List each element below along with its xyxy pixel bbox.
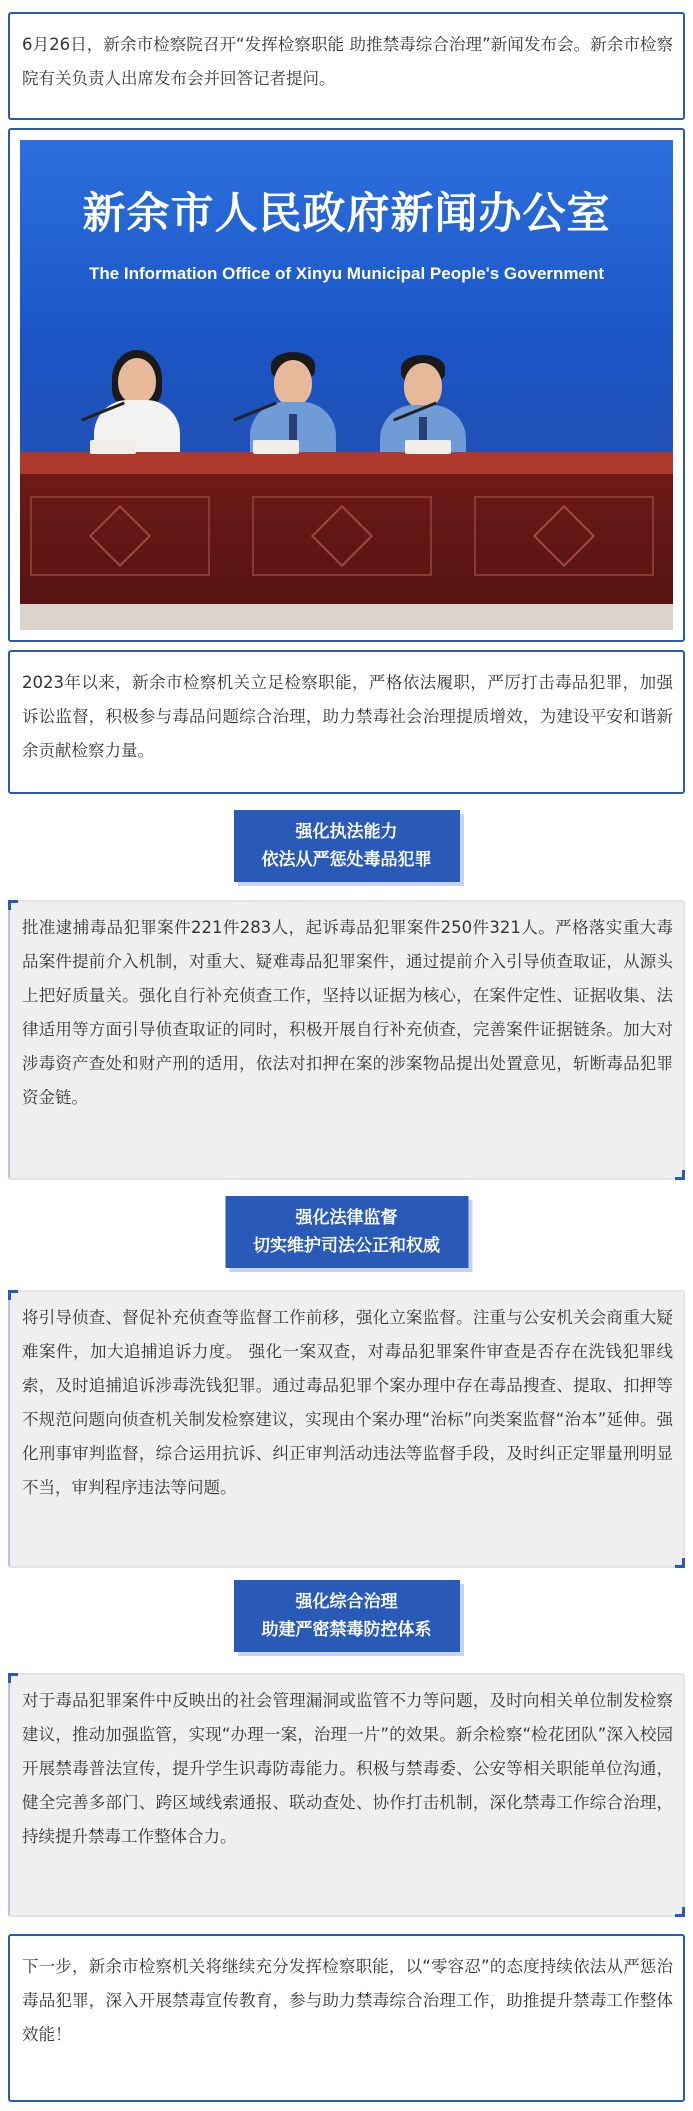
section-title-line2: 依法从严惩处毒品犯罪 (261, 850, 432, 870)
table-front (20, 474, 673, 604)
floor (20, 604, 673, 630)
press-conference-photo-frame (8, 128, 685, 642)
closing-text: 下一步，新余市检察机关将继续充分发挥检察职能，以“零容忍”的态度持续依法从严惩治毒品犯罪，深入开展禁毒宣传教育，参与助力禁毒综合治理工作，助推提升禁毒工作整体效能！ (22, 1957, 673, 2044)
backdrop-chinese-title: 新余市人民政府新闻办公室 (82, 189, 611, 239)
section-body-text: 批准逮捕毒品犯罪案件221件283人，起诉毒品犯罪案件250件321人。严格落实重大毒品案件提前介入机制，对重大、疑难毒品犯罪案件，通过提前介入引导侦查取证，从源头上把好质量关。强化自行补充侦查工作，坚持以证据为核心，在案件定性、证据收集、法律适用等方面引导侦查取证的同时，积极开展自行补充侦查，完善案件证据链条。加大对涉毒资产查处和财产刑的适用，依法对扣押在案的涉案物品提出处置意见，斩断毒品犯罪资金链。 (22, 918, 673, 1107)
nameplate (90, 440, 136, 454)
section-title-line1: 强化执法能力 (295, 822, 398, 842)
press-conference-photo (20, 140, 673, 630)
section-title-1 (234, 810, 460, 882)
section-body-box-3 (8, 1673, 685, 1917)
section-body-box-2 (8, 1290, 685, 1568)
section-title-line2: 切实维护司法公正和权威 (253, 1236, 440, 1256)
section-title-2 (225, 1196, 468, 1268)
summary-text: 2023年以来，新余市检察机关立足检察职能，严格依法履职，严厉打击毒品犯罪，加强诉讼监督，积极参与毒品问题综合治理，助力禁毒社会治理提质增效，为建设平安和谐新余贡献检察力量。 (22, 673, 673, 760)
backdrop-english-title: The Information Office of Xinyu Municipal People's Government (88, 264, 605, 283)
intro-box (8, 12, 685, 120)
section-body-text: 将引导侦查、督促补充侦查等监督工作前移，强化立案监督。注重与公安机关会商重大疑难案件，加大追捕追诉力度。 强化一案双查，对毒品犯罪案件审查是否存在洗钱犯罪线索，及时追捕追诉涉毒洗钱犯罪。通过毒品犯罪个案办理中存在毒品搜查、提取、扣押等不规范问题向侦查机关制发检察建议，实现由个案办理“治标”向类案监督“治本”延伸。强化刑事审判监督，综合运用抗诉、纠正审判活动违法等监督手段，及时纠正定罪量刑明显不当，审判程序违法等问题。 (22, 1308, 673, 1497)
section-title-line2: 助建严密禁毒防控体系 (261, 1620, 432, 1640)
closing-box (8, 1934, 685, 2102)
section-body-box-1 (8, 900, 685, 1180)
nameplate (405, 440, 451, 454)
summary-box (8, 650, 685, 794)
intro-text: 6月26日，新余市检察院召开“发挥检察职能 助推禁毒综合治理”新闻发布会。新余市检察院有关负责人出席发布会并回答记者提问。 (22, 35, 673, 88)
table-top (20, 452, 673, 474)
nameplate (253, 440, 299, 454)
section-title-line1: 强化综合治理 (295, 1592, 398, 1612)
section-body-text: 对于毒品犯罪案件中反映出的社会管理漏洞或监管不力等问题，及时向相关单位制发检察建议，推动加强监管，实现“办理一案，治理一片”的效果。新余检察“检花团队”深入校园开展禁毒普法宣传，提升学生识毒防毒能力。积极与禁毒委、公安等相关职能单位沟通，健全完善多部门、跨区域线索通报、联动查处、协作打击机制，深化禁毒工作综合治理，持续提升禁毒工作整体合力。 (22, 1691, 673, 1846)
section-title-line1: 强化法律监督 (295, 1208, 398, 1228)
section-title-3 (234, 1580, 460, 1652)
